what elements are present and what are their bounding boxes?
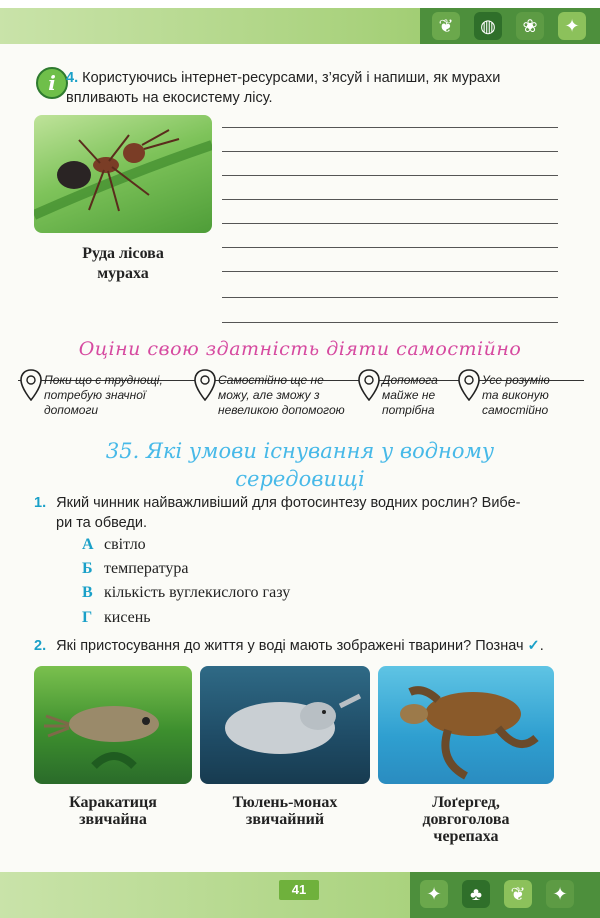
leaf-icon: ❦ — [504, 880, 532, 908]
question-1 — [34, 493, 564, 533]
leaf-icon: ❦ — [432, 12, 460, 40]
option-d-text: кисень — [104, 609, 151, 626]
scale-level-1-line2: потребую значної — [44, 388, 146, 402]
answer-line[interactable] — [222, 127, 558, 128]
option-d[interactable] — [82, 609, 151, 627]
option-c[interactable] — [82, 584, 290, 602]
location-pin-icon[interactable] — [458, 369, 480, 401]
answer-line[interactable] — [222, 175, 558, 176]
question-2-end: . — [539, 638, 544, 654]
globe-icon: ◍ — [474, 12, 502, 40]
scale-level-4 — [482, 373, 582, 418]
scale-level-4-line2: та виконую — [482, 388, 549, 402]
option-b-text: температура — [104, 560, 189, 577]
ant-caption-line2: мураха — [97, 265, 149, 282]
option-a-letter: А — [82, 536, 94, 553]
answer-line[interactable] — [222, 271, 558, 272]
question-1-text-line1: Який чинник найважливіший для фотосинтезу водних рослин? Вибе- — [56, 495, 521, 511]
scale-level-3 — [382, 373, 462, 418]
scale-level-2-line2: можу, але зможу з — [218, 388, 320, 402]
scale-level-1-line1: Поки що є труднощі, — [44, 373, 163, 387]
scale-level-3-line2: майже не — [382, 388, 436, 402]
answer-line[interactable] — [222, 322, 558, 323]
location-pin-icon[interactable] — [194, 369, 216, 401]
option-c-text: кількість вуглекислого газу — [104, 584, 291, 601]
section-title-line2: середовищі — [235, 467, 365, 491]
answer-line[interactable] — [222, 223, 558, 224]
ant-illustration — [34, 115, 212, 233]
cuttlefish-illustration — [34, 666, 192, 784]
page-number: 41 — [279, 880, 319, 900]
answer-line[interactable] — [222, 151, 558, 152]
task-4-number: 4. — [66, 70, 79, 86]
monk-seal-caption-line2: звичайний — [245, 811, 325, 828]
footer-decoration — [410, 872, 600, 918]
turtle-caption-line1: Лоґергед, — [432, 794, 500, 811]
header-decoration — [420, 8, 600, 44]
sparkle-icon: ✦ — [558, 12, 586, 40]
monk-seal-caption — [200, 794, 370, 828]
paw-icon: ❀ — [516, 12, 544, 40]
section-title-line1: 35. Які умови існування у водному — [105, 439, 495, 463]
scale-level-4-line1: Усе розумію — [482, 373, 550, 387]
question-2-text: Які пристосування до життя у воді мають зображені тварини? Познач — [56, 638, 524, 654]
task-4-text: Користуючись інтернет-ресурсами, з’ясуй і напиши, як мурахи впливають на екосистему лісу. — [66, 70, 501, 106]
option-c-letter: В — [82, 584, 93, 601]
ant-caption — [34, 244, 212, 284]
turtle-caption-line3: черепаха — [433, 828, 499, 845]
option-a-text: світло — [104, 536, 146, 553]
answer-line[interactable] — [222, 199, 558, 200]
option-b[interactable] — [82, 560, 188, 578]
self-assessment-title: Оціни свою здатність діяти самостійно — [78, 338, 522, 360]
option-b-letter: Б — [82, 560, 93, 577]
scale-level-3-line1: Допомога — [382, 373, 438, 387]
scale-level-1-line3: допомоги — [44, 403, 99, 417]
question-1-text-line2: ри та обведи. — [56, 515, 148, 531]
question-1-number: 1. — [34, 495, 47, 511]
scale-level-2 — [218, 373, 368, 418]
monk-seal-illustration — [200, 666, 370, 784]
ant-photo — [34, 115, 212, 233]
question-2-number: 2. — [34, 638, 47, 654]
task-4-prompt — [66, 68, 566, 108]
cuttlefish-caption — [34, 794, 192, 828]
scale-level-1 — [44, 373, 194, 418]
question-2 — [34, 636, 574, 656]
location-pin-icon[interactable] — [20, 369, 42, 401]
ant-caption-line1: Руда лісова — [82, 245, 164, 262]
scale-level-2-line3: невеликою допомогою — [218, 403, 345, 417]
cuttlefish-caption-line2: звичайна — [79, 811, 147, 828]
monk-seal-caption-line1: Тюлень-монах — [232, 794, 338, 811]
turtle-caption-line2: довгоголова — [422, 811, 510, 828]
option-d-letter: Г — [82, 609, 93, 626]
monk-seal-photo — [200, 666, 370, 784]
info-icon: i — [36, 67, 68, 99]
scale-level-3-line3: потрібна — [382, 403, 435, 417]
section-title — [60, 437, 540, 493]
scale-level-2-line1: Самостійно ще не — [218, 373, 324, 387]
cuttlefish-caption-line1: Каракатиця — [69, 794, 157, 811]
answer-line[interactable] — [222, 247, 558, 248]
answer-line[interactable] — [222, 297, 558, 298]
turtle-caption — [378, 794, 554, 845]
loggerhead-turtle-photo — [378, 666, 554, 784]
check-icon: ✓ — [527, 638, 540, 654]
cuttlefish-photo — [34, 666, 192, 784]
option-a[interactable] — [82, 536, 146, 554]
self-assessment-scale — [18, 369, 584, 423]
sprout-icon: ♣ — [462, 880, 490, 908]
sparkle-icon: ✦ — [546, 880, 574, 908]
turtle-illustration — [378, 666, 554, 784]
sparkle-icon: ✦ — [420, 880, 448, 908]
location-pin-icon[interactable] — [358, 369, 380, 401]
scale-level-4-line3: самостійно — [482, 403, 549, 417]
